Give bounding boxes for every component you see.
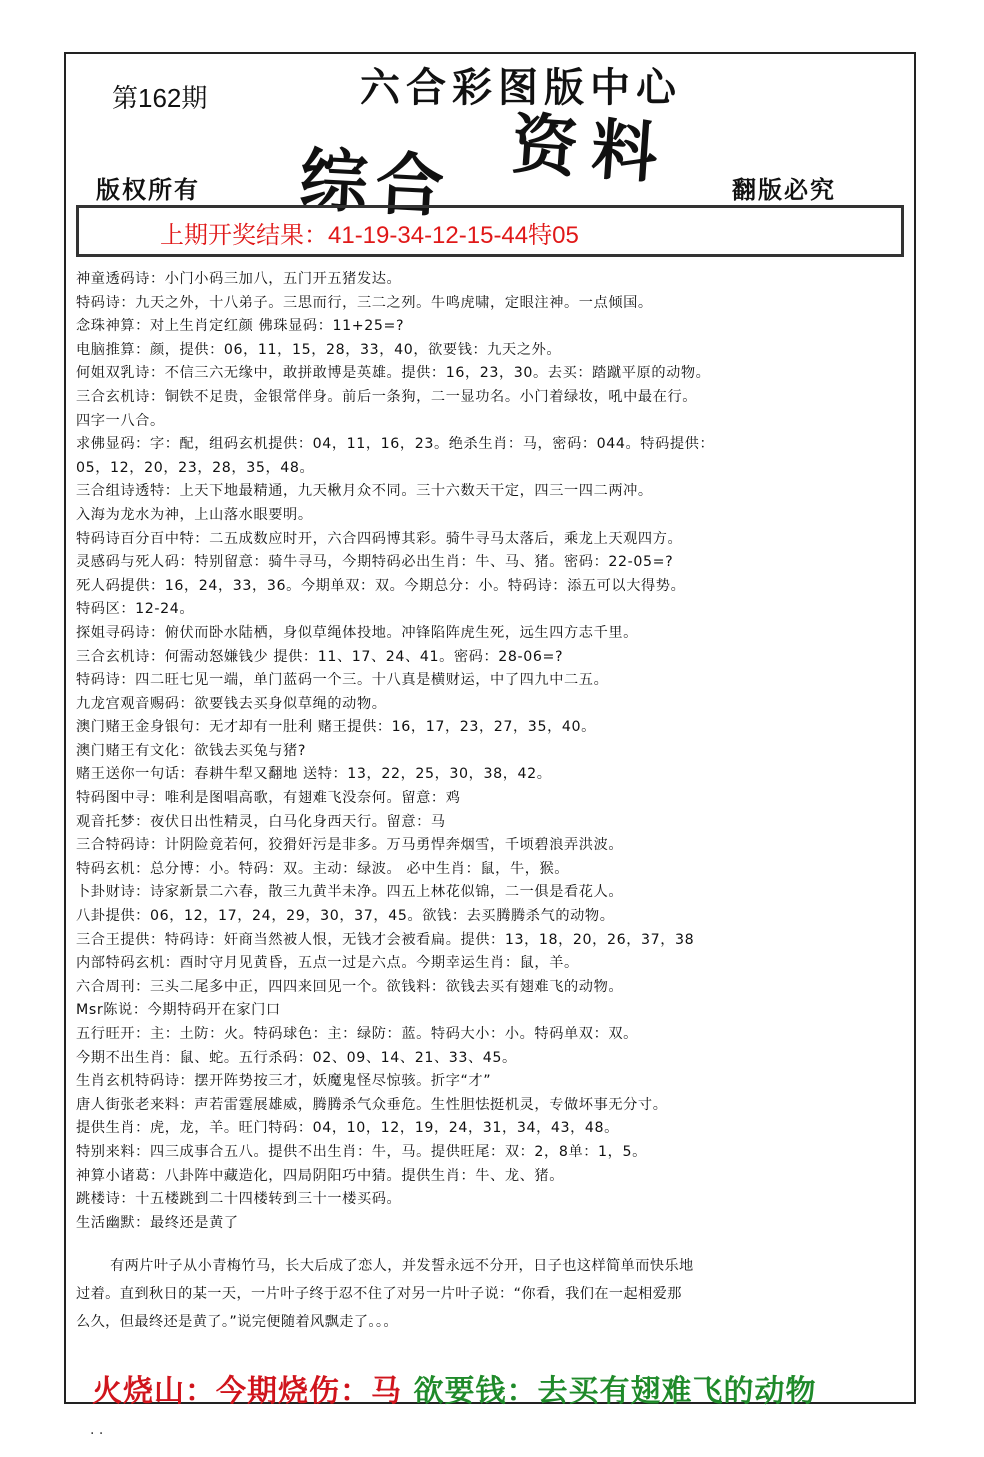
tip-line: 卜卦财诗：诗家新景二六春，散三九黄半未净。四五上林花似锦，二一俱是看花人。	[76, 884, 624, 901]
tip-line: 提供生肖：虎，龙，羊。旺门特码：04，10，12，19，24，31，34，43，48。	[76, 1120, 619, 1137]
tip-line: 唐人街张老来料：声若雷霆展雄威，腾腾杀气众垂危。生性胆怯挺机灵，专做坏事无分寸。	[76, 1096, 668, 1113]
tip-line: 特码玄机：总分博：小。特码：双。主动：绿波。 必中生肖：鼠，牛，猴。	[76, 860, 570, 877]
tip-line: 神童透码诗：小门小码三加八，五门开五猪发达。	[76, 271, 402, 287]
tip-line: 观音托梦：夜伏日出性精灵，白马化身西天行。留意：马	[76, 813, 446, 830]
banner-part-red: 火烧山：今期烧伤：马	[92, 1374, 402, 1409]
tip-line: 电脑推算：颜，提供：06，11，15，28，33，40，欲要钱：九天之外。	[76, 341, 562, 358]
tip-line: 念珠神算：对上生肖定红颜 佛珠显码：11+25=?	[76, 318, 405, 335]
story-line: 过着。直到秋日的某一天，一片叶子终于忍不住了对另一片叶子说：“你看，我们在一起相爱那	[76, 1286, 682, 1302]
tip-line: 特码诗：四二旺七见一端，单门蓝码一个三。十八真是横财运，中了四九中二五。	[76, 672, 609, 689]
humor-story	[76, 1252, 896, 1336]
tip-line: 五行旺开：主：土防：火。特码球色：主：绿防：蓝。特码大小：小。特码单双：双。	[76, 1026, 638, 1042]
footer-dots: . .	[90, 1422, 104, 1438]
main-title-ziliao: 资料	[509, 104, 675, 194]
tip-line: 内部特码玄机：酉时守月见黄昏，五点一过是六点。今期幸运生肖：鼠，羊。	[76, 955, 579, 972]
tip-line: 三合玄机诗：何需动怒嫌钱少 提供：11、17、24、41。密码：28-06=?	[76, 648, 564, 665]
tip-line: 六合周刊：三头二尾多中正，四四来回见一个。欲钱料：欲钱去买有翅难飞的动物。	[76, 978, 624, 995]
tip-line: Msr陈说：今期特码开在家门口	[76, 1002, 281, 1019]
last-draw-result: 上期开奖结果：41-19-34-12-15-44特05	[160, 222, 579, 249]
tip-line: 特码诗百分百中特：二五成数应时开，六合四码博其彩。骑牛寻马太落后，乘龙上天观四方。	[76, 530, 683, 547]
story-line: 么久，但最终还是黄了。”说完便随着风飘走了。。。	[76, 1314, 398, 1330]
tip-line: 入海为龙水为神，上山落水眼要明。	[76, 506, 313, 523]
issue-number: 第162期	[112, 83, 208, 113]
tip-line: 澳门赌王有文化：欲钱去买兔与猪?	[76, 742, 306, 759]
tip-line: 九龙宫观音赐码：欲要钱去买身似草绳的动物。	[76, 695, 387, 712]
tip-line: 特码图中寻：唯利是图唱高歌，有翅难飞没奈何。留意：鸡	[76, 790, 461, 807]
tip-line: 神算小诸葛：八卦阵中藏造化，四局阴阳巧中猜。提供生肖：牛、龙、猪。	[76, 1167, 564, 1184]
tip-line: 特码诗：九天之外，十八弟子。三思而行，三二之列。牛鸣虎啸，定眼注神。一点倾国。	[76, 294, 653, 311]
tip-line: 八卦提供：06，12，17，24，29，30，37，45。欲钱：去买腾腾杀气的动物。	[76, 908, 615, 925]
tip-line: 生活幽默：最终还是黄了	[76, 1214, 239, 1231]
tip-line: 跳楼诗：十五楼跳到二十四楼转到三十一楼买码。	[76, 1191, 402, 1208]
tip-line: 生肖玄机特码诗：摆开阵势按三才，妖魔鬼怪尽惊骇。折字“才”	[76, 1073, 492, 1090]
piracy-note: 翻版必究	[732, 175, 836, 204]
tips-list	[76, 268, 908, 1235]
tip-line: 四字一八合。	[76, 412, 165, 429]
tip-line: 三合王提供：特码诗：奸商当然被人恨，无钱才会被看扁。提供：13，18，20，26，37，38	[76, 931, 695, 948]
tip-line: 何姐双乳诗：不信三六无缘中，敢拼敢博是英雄。提供：16，23，30。去买：踏蹴平原的动物。	[76, 365, 711, 382]
tip-line: 三合组诗透特：上天下地最精通，九天楸月众不同。三十六数天干定，四三一四二两冲。	[76, 483, 653, 500]
tip-line: 灵感码与死人码：特别留意：骑牛寻马，今期特码必出生肖：牛、马、猪。密码：22-05=?	[76, 554, 674, 571]
tip-line: 特别来料：四三成事合五八。提供不出生肖：牛，马。提供旺尾：双：2，8单：1，5。	[76, 1143, 647, 1160]
publisher-title: 六合彩图版中心	[360, 64, 682, 111]
bottom-banner	[92, 1366, 816, 1410]
tip-line: 特码区：12-24。	[76, 601, 195, 618]
tip-line: 三合特码诗：计阴险竟若何，狡猾奸污是非多。万马勇悍奔烟雪，千顷碧浪弄洪波。	[76, 837, 624, 854]
tip-line: 求佛显码：字：配，组码玄机提供：04，11，16，23。绝杀生肖：马，密码：044。特码提供：	[76, 436, 715, 453]
story-line: 有两片叶子从小青梅竹马，长大后成了恋人，并发誓永远不分开，日子也这样简单而快乐地	[110, 1258, 694, 1274]
tip-line: 探姐寻码诗：俯伏而卧水陆栖，身似草绳体投地。冲锋陷阵虎生死，远生四方志千里。	[76, 624, 638, 641]
tip-line: 赌王送你一句话：春耕牛犁又翻地 送特：13，22，25，30，38，42。	[76, 766, 552, 783]
tip-line: 死人码提供：16，24，33，36。今期单双：双。今期总分：小。特码诗：添五可以大得势。	[76, 577, 686, 594]
copyright-note: 版权所有	[96, 175, 200, 204]
main-title-zonghe: 综合	[297, 140, 454, 228]
tip-line: 澳门赌王金身银句：无才却有一肚利 赌王提供：16，17，23，27，35，40。	[76, 719, 596, 736]
banner-part-green: 欲要钱：去买有翅难飞的动物	[413, 1374, 817, 1409]
tip-line: 今期不出生肖：鼠、蛇。五行杀码：02、09、14、21、33、45。	[76, 1049, 517, 1066]
tip-line: 三合玄机诗：铜铁不足贵，金银常伴身。前后一条狗，二一显功名。小门着绿妆，吼中最在行。	[76, 388, 698, 405]
tip-line: 05，12，20，23，28，35，48。	[76, 459, 315, 476]
